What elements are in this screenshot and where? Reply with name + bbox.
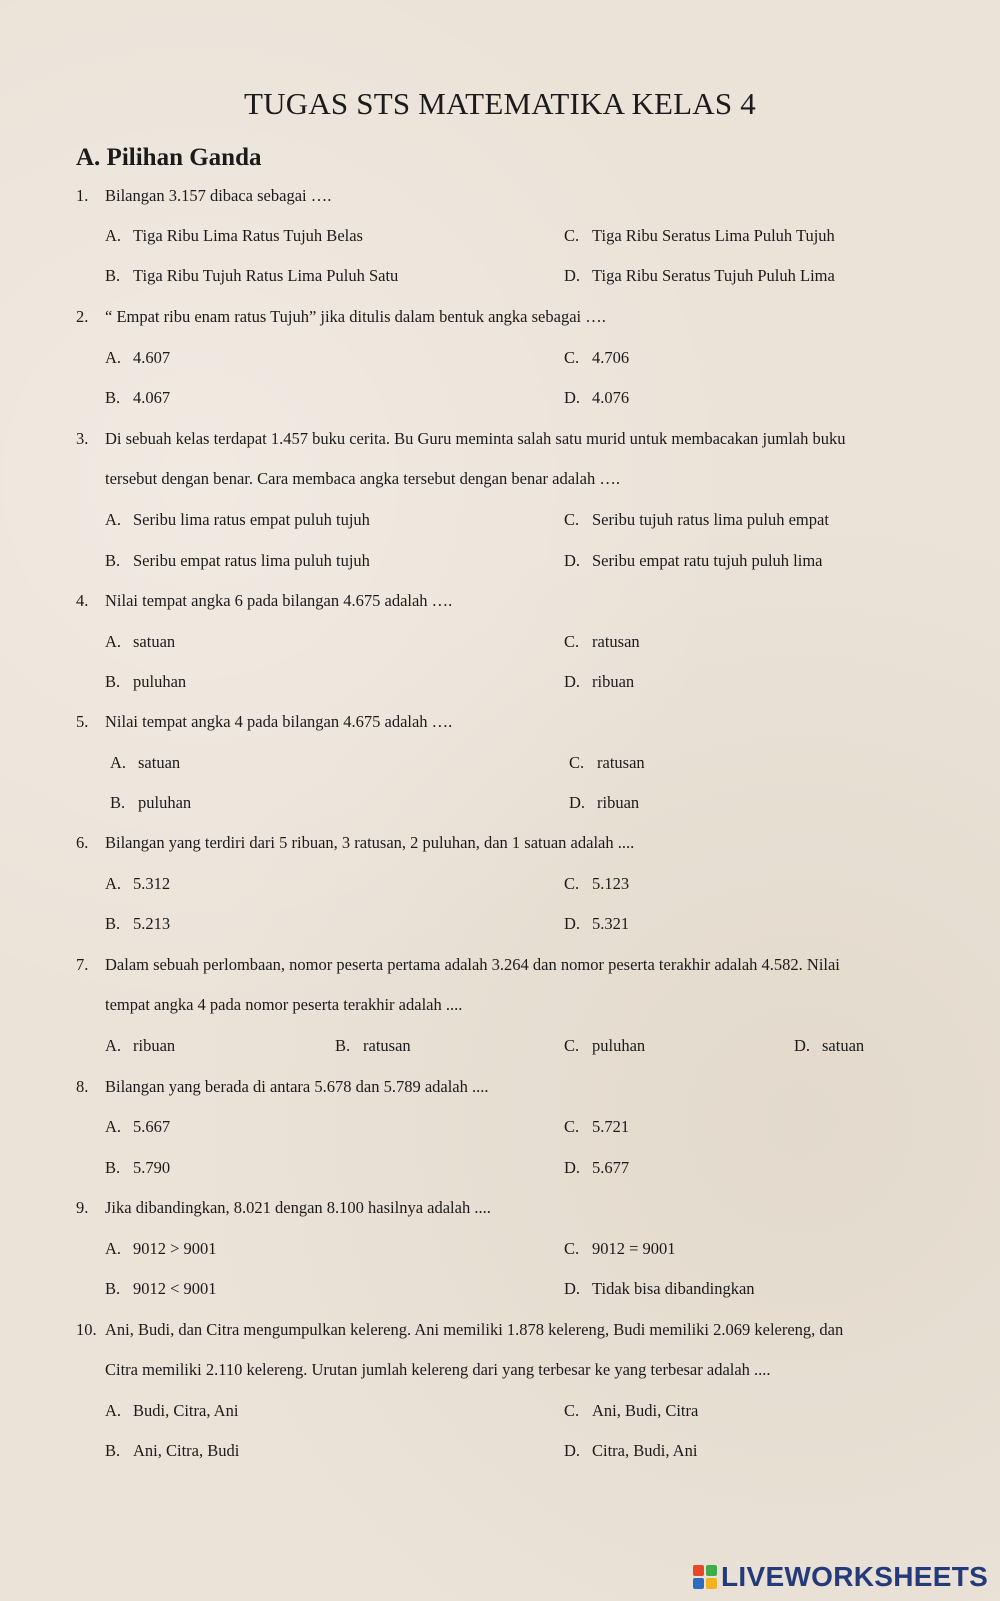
option-text: satuan bbox=[138, 753, 181, 772]
option-text: puluhan bbox=[138, 793, 192, 812]
question-6-option-d[interactable] bbox=[564, 914, 629, 934]
option-letter: A. bbox=[110, 753, 127, 772]
liveworksheets-logo-icon bbox=[693, 1565, 717, 1589]
question-8-option-d[interactable] bbox=[564, 1158, 629, 1178]
option-text: 5.667 bbox=[133, 1117, 171, 1136]
option-letter: A. bbox=[105, 348, 122, 367]
question-2-option-b[interactable] bbox=[105, 388, 170, 408]
option-text: 5.790 bbox=[133, 1158, 171, 1177]
option-text: Seribu lima ratus empat puluh tujuh bbox=[133, 510, 370, 529]
question-4-option-c[interactable] bbox=[564, 632, 640, 652]
liveworksheets-logo bbox=[693, 1560, 988, 1594]
question-3-option-a[interactable] bbox=[105, 510, 370, 530]
option-text: 4.607 bbox=[133, 348, 171, 367]
option-letter: C. bbox=[569, 753, 585, 772]
question-3-option-d[interactable] bbox=[564, 551, 823, 571]
question-4-text bbox=[76, 591, 453, 611]
question-line: “ Empat ribu enam ratus Tujuh” jika ditulis dalam bentuk angka sebagai …. bbox=[105, 307, 606, 326]
question-9-option-d[interactable] bbox=[564, 1279, 755, 1299]
option-text: Citra, Budi, Ani bbox=[592, 1441, 698, 1460]
logo-square bbox=[706, 1565, 717, 1576]
question-number: 4. bbox=[76, 591, 89, 610]
question-line: Dalam sebuah perlombaan, nomor peserta pertama adalah 3.264 dan nomor peserta terakhir adalah 4.582. Nilai bbox=[105, 955, 840, 974]
option-text: ratusan bbox=[597, 753, 645, 772]
option-letter: A. bbox=[105, 1117, 122, 1136]
option-text: 5.312 bbox=[133, 874, 171, 893]
option-letter: D. bbox=[564, 1279, 581, 1298]
question-line: Ani, Budi, dan Citra mengumpulkan kelereng. Ani memiliki 1.878 kelereng, Budi memiliki 2.069 kelereng, dan bbox=[105, 1320, 844, 1339]
option-letter: C. bbox=[564, 874, 580, 893]
option-letter: B. bbox=[105, 1158, 121, 1177]
option-letter: A. bbox=[105, 226, 122, 245]
question-number: 1. bbox=[76, 186, 89, 205]
option-letter: B. bbox=[105, 1279, 121, 1298]
question-line: Citra memiliki 2.110 kelereng. Urutan jumlah kelereng dari yang terbesar ke yang terbesar adalah .... bbox=[105, 1360, 771, 1379]
question-9-option-a[interactable] bbox=[105, 1239, 217, 1259]
question-10-text bbox=[105, 1360, 771, 1380]
option-text: puluhan bbox=[133, 672, 187, 691]
option-letter: A. bbox=[105, 1239, 122, 1258]
question-10-option-b[interactable] bbox=[105, 1441, 239, 1461]
question-10-text bbox=[76, 1320, 844, 1340]
logo-square bbox=[706, 1578, 717, 1589]
option-letter: D. bbox=[564, 672, 581, 691]
question-1-option-b[interactable] bbox=[105, 266, 398, 286]
option-letter: A. bbox=[105, 1036, 122, 1055]
question-2-option-d[interactable] bbox=[564, 388, 629, 408]
question-7-text bbox=[76, 955, 840, 975]
question-6-option-c[interactable] bbox=[564, 874, 629, 894]
option-text: Tiga Ribu Tujuh Ratus Lima Puluh Satu bbox=[133, 266, 399, 285]
question-line: Nilai tempat angka 4 pada bilangan 4.675 adalah …. bbox=[105, 712, 453, 731]
option-text: 9012 < 9001 bbox=[133, 1279, 217, 1298]
question-6-text bbox=[76, 833, 635, 853]
question-7-option-d[interactable] bbox=[794, 1036, 864, 1056]
option-letter: B. bbox=[110, 793, 126, 812]
option-letter: C. bbox=[564, 632, 580, 651]
option-text: 5.213 bbox=[133, 914, 171, 933]
question-5-text bbox=[76, 712, 453, 732]
option-letter: C. bbox=[564, 1117, 580, 1136]
question-number: 7. bbox=[76, 955, 89, 974]
question-7-option-b[interactable] bbox=[335, 1036, 411, 1056]
option-letter: B. bbox=[105, 914, 121, 933]
option-letter: B. bbox=[105, 266, 121, 285]
question-9-text bbox=[76, 1198, 491, 1218]
question-2-option-c[interactable] bbox=[564, 348, 629, 368]
option-text: Tiga Ribu Seratus Tujuh Puluh Lima bbox=[592, 266, 835, 285]
question-line: Nilai tempat angka 6 pada bilangan 4.675 adalah …. bbox=[105, 591, 453, 610]
question-5-option-b[interactable] bbox=[110, 793, 191, 813]
question-6-option-a[interactable] bbox=[105, 874, 170, 894]
option-letter: A. bbox=[105, 874, 122, 893]
option-letter: C. bbox=[564, 1239, 580, 1258]
question-8-text bbox=[76, 1077, 489, 1097]
question-6-option-b[interactable] bbox=[105, 914, 170, 934]
option-letter: B. bbox=[105, 551, 121, 570]
option-text: satuan bbox=[822, 1036, 865, 1055]
option-text: Seribu empat ratu tujuh puluh lima bbox=[592, 551, 823, 570]
question-1-option-c[interactable] bbox=[564, 226, 835, 246]
question-9-option-c[interactable] bbox=[564, 1239, 676, 1259]
question-number: 8. bbox=[76, 1077, 89, 1096]
question-1-text bbox=[76, 186, 332, 206]
option-text: 4.706 bbox=[592, 348, 630, 367]
option-text: 5.321 bbox=[592, 914, 630, 933]
option-text: Budi, Citra, Ani bbox=[133, 1401, 239, 1420]
question-7-option-a[interactable] bbox=[105, 1036, 175, 1056]
question-3-option-b[interactable] bbox=[105, 551, 370, 571]
option-text: Tiga Ribu Lima Ratus Tujuh Belas bbox=[133, 226, 363, 245]
option-text: Ani, Citra, Budi bbox=[133, 1441, 240, 1460]
question-8-option-a[interactable] bbox=[105, 1117, 170, 1137]
question-line: Bilangan 3.157 dibaca sebagai …. bbox=[105, 186, 332, 205]
option-letter: D. bbox=[564, 551, 581, 570]
option-letter: A. bbox=[105, 510, 122, 529]
option-text: ratusan bbox=[592, 632, 640, 651]
question-line: Jika dibandingkan, 8.021 dengan 8.100 hasilnya adalah .... bbox=[105, 1198, 491, 1217]
option-letter: C. bbox=[564, 1401, 580, 1420]
question-8-option-c[interactable] bbox=[564, 1117, 629, 1137]
question-line: tersebut dengan benar. Cara membaca angka tersebut dengan benar adalah …. bbox=[105, 469, 620, 488]
question-number: 9. bbox=[76, 1198, 89, 1217]
option-letter: D. bbox=[564, 1158, 581, 1177]
question-5-option-d[interactable] bbox=[569, 793, 639, 813]
option-text: Ani, Budi, Citra bbox=[592, 1401, 699, 1420]
question-7-text bbox=[105, 995, 462, 1015]
question-10-option-a[interactable] bbox=[105, 1401, 238, 1421]
question-5-option-c[interactable] bbox=[569, 753, 645, 773]
question-10-option-d[interactable] bbox=[564, 1441, 697, 1461]
option-text: ribuan bbox=[597, 793, 640, 812]
option-text: 9012 > 9001 bbox=[133, 1239, 217, 1258]
question-line: Di sebuah kelas terdapat 1.457 buku cerita. Bu Guru meminta salah satu murid untuk membacakan jumlah buku bbox=[105, 429, 846, 448]
option-text: 4.076 bbox=[592, 388, 630, 407]
question-9-option-b[interactable] bbox=[105, 1279, 217, 1299]
option-letter: D. bbox=[564, 914, 581, 933]
question-1-option-a[interactable] bbox=[105, 226, 363, 246]
option-text: 5.677 bbox=[592, 1158, 630, 1177]
question-number: 10. bbox=[76, 1320, 97, 1339]
option-text: Seribu tujuh ratus lima puluh empat bbox=[592, 510, 829, 529]
option-letter: D. bbox=[564, 388, 581, 407]
question-number: 6. bbox=[76, 833, 89, 852]
question-4-option-d[interactable] bbox=[564, 672, 634, 692]
option-letter: B. bbox=[105, 388, 121, 407]
option-letter: B. bbox=[105, 672, 121, 691]
option-text: ribuan bbox=[592, 672, 635, 691]
option-text: ribuan bbox=[133, 1036, 176, 1055]
option-letter: C. bbox=[564, 1036, 580, 1055]
option-text: 5.123 bbox=[592, 874, 630, 893]
option-letter: A. bbox=[105, 632, 122, 651]
option-letter: D. bbox=[564, 1441, 581, 1460]
option-letter: D. bbox=[564, 266, 581, 285]
option-text: Seribu empat ratus lima puluh tujuh bbox=[133, 551, 370, 570]
question-2-option-a[interactable] bbox=[105, 348, 170, 368]
option-letter: D. bbox=[569, 793, 586, 812]
option-letter: B. bbox=[105, 1441, 121, 1460]
logo-square bbox=[693, 1578, 704, 1589]
option-text: 4.067 bbox=[133, 388, 171, 407]
question-3-text bbox=[76, 429, 846, 449]
question-line: tempat angka 4 pada nomor peserta terakhir adalah .... bbox=[105, 995, 463, 1014]
question-number: 3. bbox=[76, 429, 89, 448]
option-text: 5.721 bbox=[592, 1117, 630, 1136]
option-letter: A. bbox=[105, 1401, 122, 1420]
option-text: satuan bbox=[133, 632, 176, 651]
worksheet-title: TUGAS STS MATEMATIKA KELAS 4 bbox=[244, 86, 756, 121]
question-number: 5. bbox=[76, 712, 89, 731]
section-heading: A. Pilihan Ganda bbox=[76, 144, 262, 171]
logo-text: LIVEWORKSHEETS bbox=[721, 1561, 989, 1592]
option-text: puluhan bbox=[592, 1036, 646, 1055]
question-8-option-b[interactable] bbox=[105, 1158, 170, 1178]
question-5-option-a[interactable] bbox=[110, 753, 180, 773]
option-letter: C. bbox=[564, 510, 580, 529]
option-text: 9012 = 9001 bbox=[592, 1239, 676, 1258]
option-letter: C. bbox=[564, 348, 580, 367]
logo-square bbox=[693, 1565, 704, 1576]
question-number: 2. bbox=[76, 307, 89, 326]
question-4-option-a[interactable] bbox=[105, 632, 175, 652]
option-letter: C. bbox=[564, 226, 580, 245]
question-line: Bilangan yang berada di antara 5.678 dan 5.789 adalah .... bbox=[105, 1077, 489, 1096]
option-letter: D. bbox=[794, 1036, 811, 1055]
option-text: ratusan bbox=[363, 1036, 411, 1055]
question-1-option-d[interactable] bbox=[564, 266, 835, 286]
option-text: Tidak bisa dibandingkan bbox=[592, 1279, 755, 1298]
question-3-text bbox=[105, 469, 620, 489]
option-text: Tiga Ribu Seratus Lima Puluh Tujuh bbox=[592, 226, 835, 245]
question-7-option-c[interactable] bbox=[564, 1036, 645, 1056]
question-4-option-b[interactable] bbox=[105, 672, 186, 692]
question-10-option-c[interactable] bbox=[564, 1401, 698, 1421]
question-3-option-c[interactable] bbox=[564, 510, 829, 530]
question-2-text bbox=[76, 307, 606, 327]
option-letter: B. bbox=[335, 1036, 351, 1055]
question-line: Bilangan yang terdiri dari 5 ribuan, 3 ratusan, 2 puluhan, dan 1 satuan adalah .... bbox=[105, 833, 635, 852]
